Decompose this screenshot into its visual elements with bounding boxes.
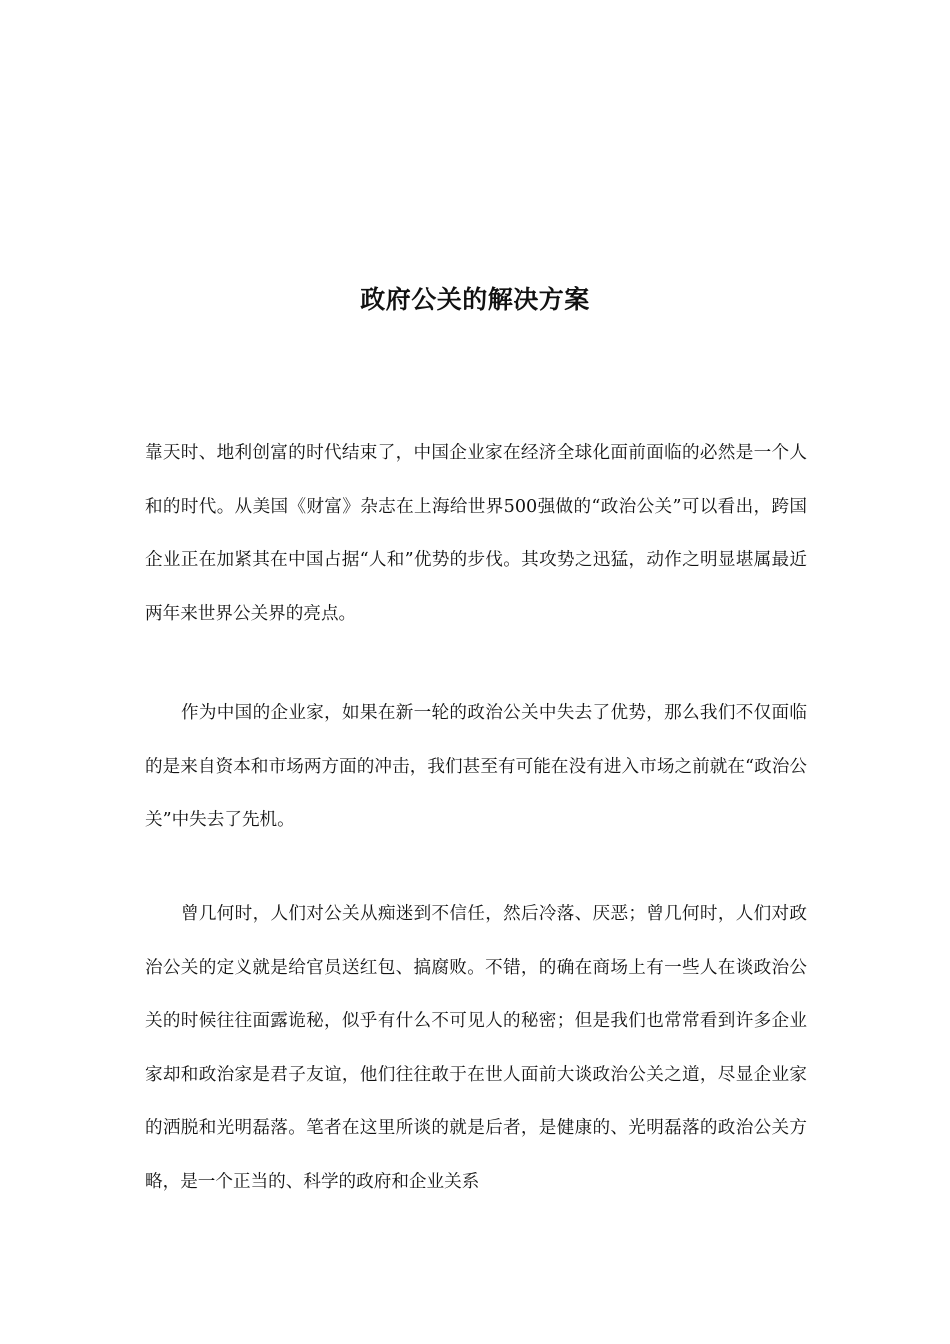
document-title: 政府公关的解决方案 [360, 285, 590, 314]
paragraph-3: 曾几何时，人们对公关从痴迷到不信任，然后冷落、厌恶；曾几何时，人们对政治公关的定义就是给官员送红包、搞腐败。不错，的确在商场上有一些人在谈政治公关的时候往往面露诡秘，似乎有什么不可见人的秘密；但是我们也常常看到许多企业家却和政治家是君子友谊，他们往往敢于在世人面前大谈政治公关之道，尽显企业家的洒脱和光明磊落。笔者在这里所谈的就是后者，是健康的、光明磊落的政治公关方略，是一个正当的、科学的政府和企业关系 [145, 904, 807, 1192]
paragraph-1: 靠天时、地利创富的时代结束了，中国企业家在经济全球化面前面临的必然是一个人和的时代。从美国《财富》杂志在上海给世界500强做的“政治公关”可以看出，跨国企业正在加紧其在中国占据“人和”优势的步伐。其攻势之迅猛，动作之明显堪属最近两年来世界公关界的亮点。 [145, 443, 807, 624]
paragraph-2: 作为中国的企业家，如果在新一轮的政治公关中失去了优势，那么我们不仅面临的是来自资本和市场两方面的冲击，我们甚至有可能在没有进入市场之前就在“政治公关”中失去了先机。 [145, 703, 807, 830]
